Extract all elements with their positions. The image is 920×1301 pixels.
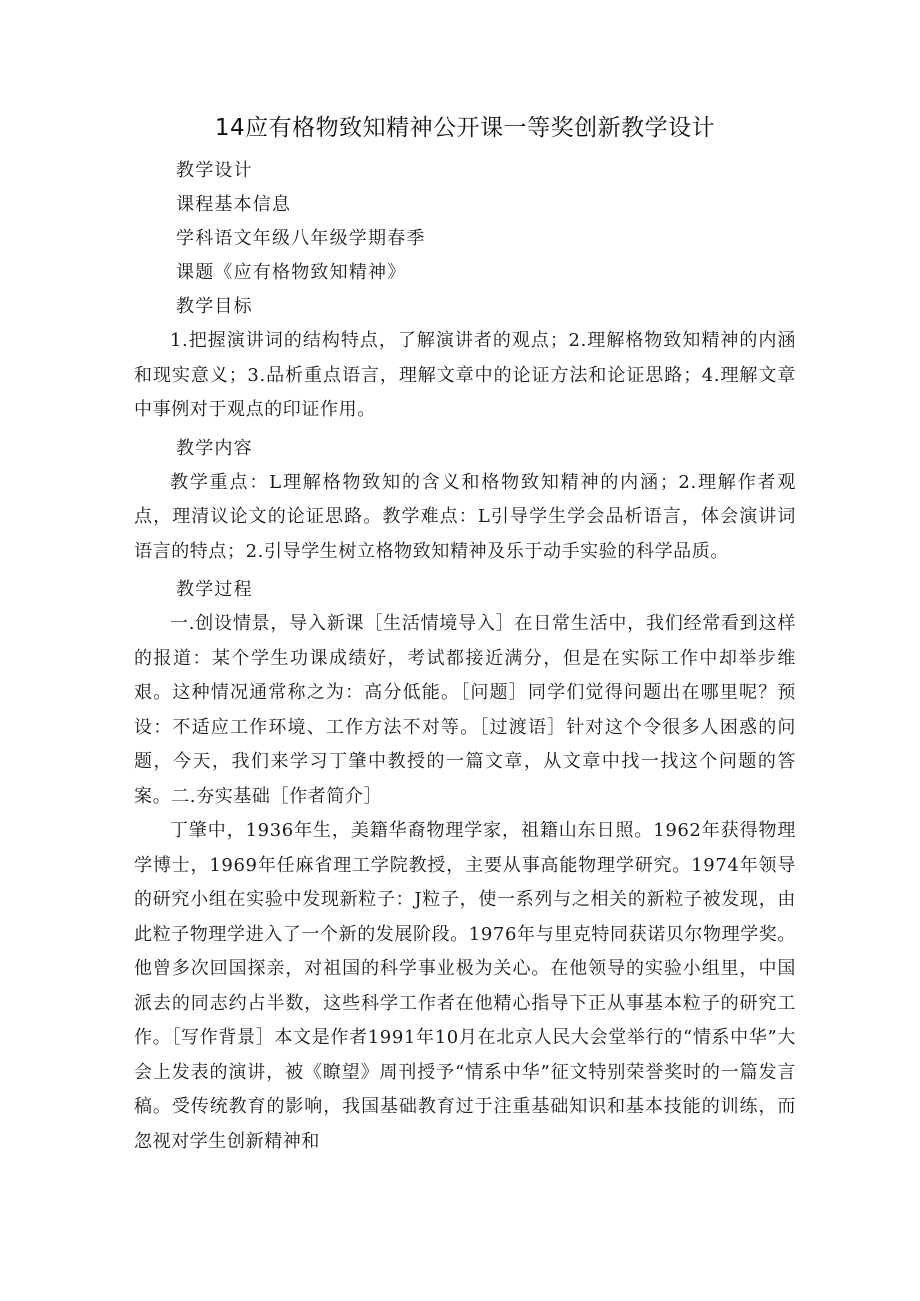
course-meta: 学科语文年级八年级学期春季 [176,228,426,249]
section-heading-content: 教学内容 [176,437,253,459]
document-body [134,108,796,1159]
content-paragraph: 教学重点：L理解格物致知的含义和格物致知精神的内涵；2.理解作者观点，理清议论文的论证思路。教学难点：L引导学生学会品析语言，体会演讲词语言的特点；2.引导学生树立格物致知精神及乐于动手实验的科学品质。 [134,471,796,562]
section-heading-process: 教学过程 [176,579,253,600]
section-heading-teaching-design: 教学设计 [176,160,253,181]
lesson-title: 课题《应有格物致知精神》 [176,262,407,283]
author-paragraph: 丁肇中，1936年生，美籍华裔物理学家，祖籍山东日照。1962年获得物理学博士，1969年任麻省理工学院教授，主要从事高能物理学研究。1974年领导的研究小组在实验中发现新粒子：J粒子，使一系列与之相关的新粒子被发现，由此粒子物理学进入了一个新的发展阶段。1976年与里克特同获诺贝尔物理学奖。他曾多次回国探亲，对祖国的科学事业极为关心。在他领导的实验小组里，中国派去的同志约占半数，这些科学工作者在他精心指导下正从事基本粒子的研究工作。［写作背景］本文是作者1991年10月在北京人民大会堂举行的“情系中华”大会上发表的演讲，被《瞭望》周刊授予“情系中华”征文特别荣誉奖时的一篇发言稿。受传统教育的影响，我国基础教育过于注重基础知识和基本技能的训练，而忽视对学生创新精神和 [134,820,797,1152]
process-paragraph: 一.创设情景，导入新课［生活情境导入］在日常生活中，我们经常看到这样的报道：某个学生功课成绩好，考试都接近满分，但是在实际工作中却举步维艰。这种情况通常称之为：高分低能。［问题］同学们觉得问题出在哪里呢？预设：不适应工作环境、工作方法不对等。［过渡语］针对这个令很多人困惑的问题，今天，我们来学习丁肇中教授的一篇文章，从文章中找一找这个问题的答案。二.夯实基础［作者简介］ [134,613,796,807]
section-heading-course-info: 课程基本信息 [176,194,292,215]
section-heading-objectives: 教学目标 [176,296,253,317]
document-title: 14应有格物致知精神公开课一等奖创新教学设计 [214,115,716,141]
objectives-paragraph: 1.把握演讲词的结构特点，了解演讲者的观点；2.理解格物致知精神的内涵和现实意义；3.品析重点语言，理解文章中的论证方法和论证思路；4.理解文章中事例对于观点的印证作用。 [134,330,796,420]
